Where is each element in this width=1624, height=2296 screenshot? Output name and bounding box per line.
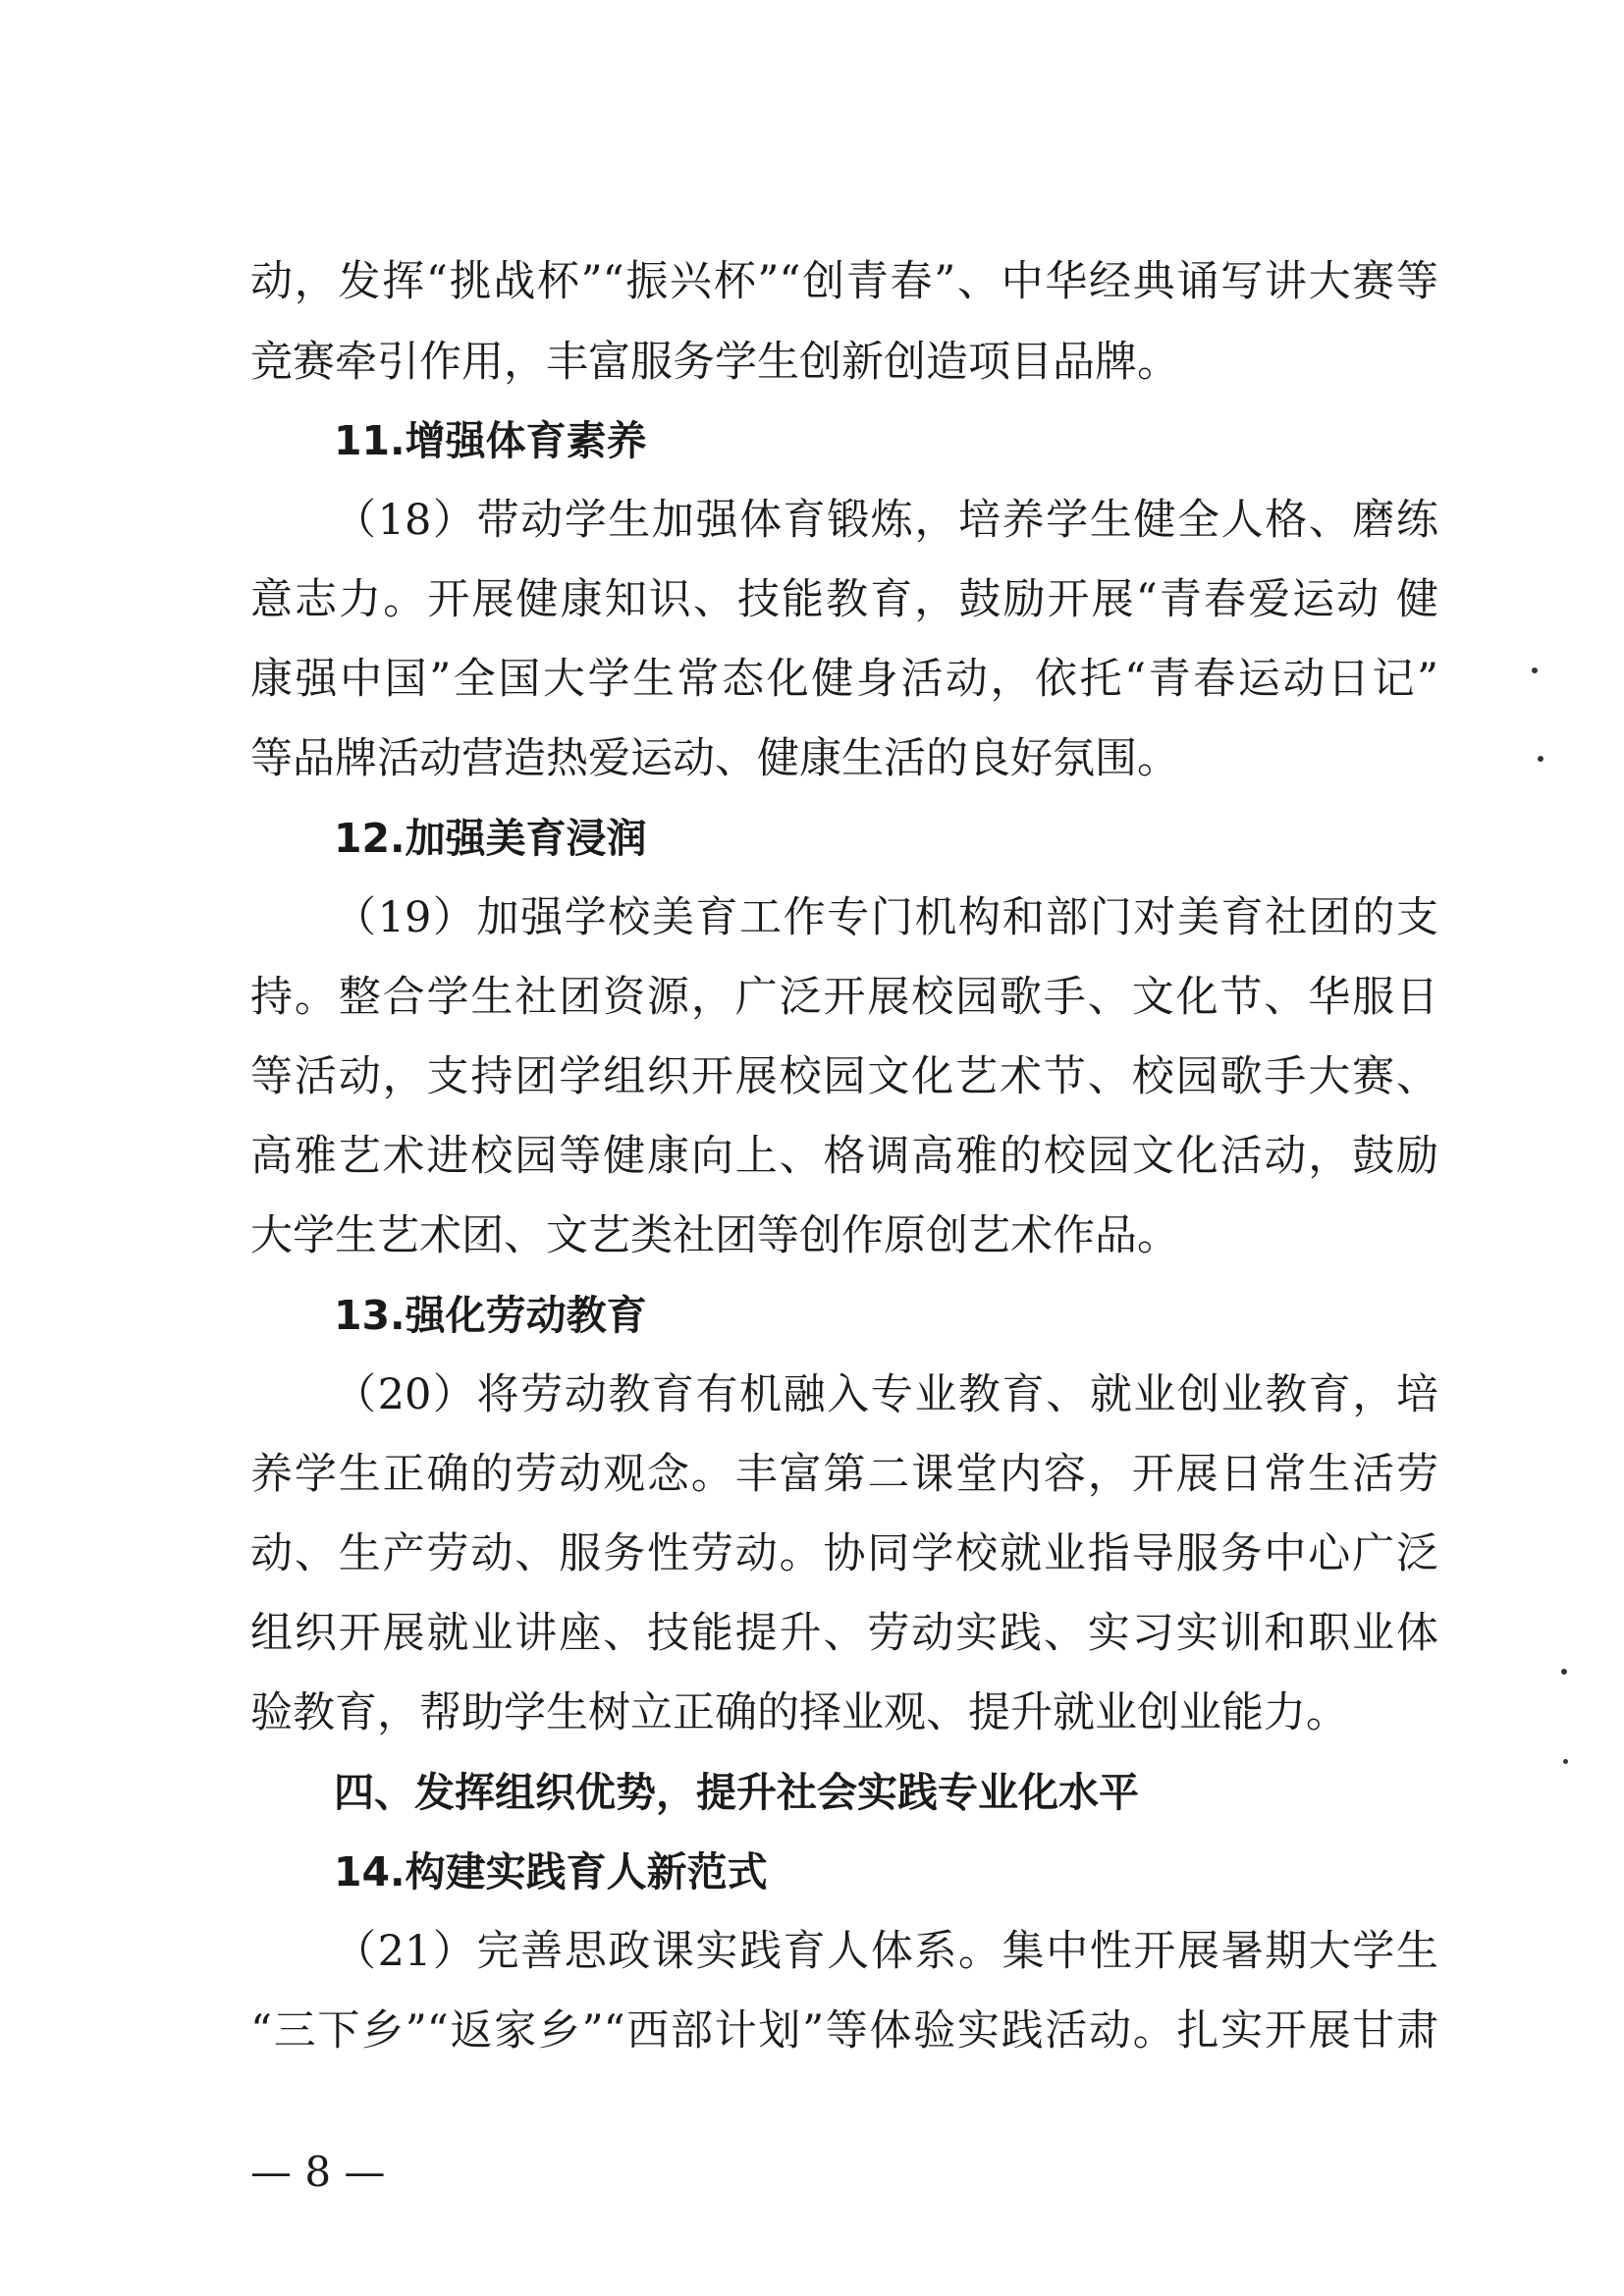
paragraph-line: （20）将劳动教育有机融入专业教育、就业创业教育，培 bbox=[334, 1370, 1438, 1419]
heading-14: 14.构建实践育人新范式 bbox=[334, 1848, 768, 1896]
paragraph-line: 动、生产劳动、服务性劳动。协同学校就业指导服务中心广泛 bbox=[250, 1529, 1438, 1578]
heading-12: 12.加强美育浸润 bbox=[334, 815, 647, 862]
paragraph-line: 动，发挥“挑战杯”“振兴杯”“创青春”、中华经典诵写讲大赛等 bbox=[250, 257, 1438, 306]
paragraph-line: 养学生正确的劳动观念。丰富第二课堂内容，开展日常生活劳 bbox=[250, 1450, 1438, 1499]
paragraph-line: “三下乡”“返家乡”“西部计划”等体验实践活动。扎实开展甘肃 bbox=[250, 2006, 1438, 2056]
paragraph-line: 等品牌活动营造热爱运动、健康生活的良好氛围。 bbox=[250, 734, 1179, 783]
paragraph-line: （21）完善思政课实践育人体系。集中性开展暑期大学生 bbox=[334, 1927, 1438, 1976]
paragraph-line: （19）加强学校美育工作专门机构和部门对美育社团的支 bbox=[334, 893, 1438, 942]
paragraph-line: （18）带动学生加强体育锻炼，培养学生健全人格、磨练 bbox=[334, 496, 1438, 545]
scan-speck bbox=[1538, 756, 1543, 762]
paragraph-line: 康强中国”全国大学生常态化健身活动，依托“青春运动日记” bbox=[250, 655, 1438, 704]
paragraph-line: 验教育，帮助学生树立正确的择业观、提升就业创业能力。 bbox=[250, 1688, 1348, 1737]
scan-speck bbox=[1561, 1669, 1567, 1675]
paragraph-line: 竞赛牵引作用，丰富服务学生创新创造项目品牌。 bbox=[250, 338, 1179, 387]
scan-speck bbox=[1532, 667, 1538, 673]
page-number: — 8 — bbox=[250, 2148, 386, 2196]
paragraph-line: 高雅艺术进校园等健康向上、格调高雅的校园文化活动，鼓励 bbox=[250, 1132, 1438, 1181]
scan-speck bbox=[1563, 1759, 1568, 1764]
paragraph-line: 大学生艺术团、文艺类社团等创作原创艺术作品。 bbox=[250, 1211, 1179, 1260]
paragraph-line: 意志力。开展健康知识、技能教育，鼓励开展“青春爱运动 健 bbox=[250, 575, 1438, 624]
paragraph-line: 等活动，支持团学组织开展校园文化艺术节、校园歌手大赛、 bbox=[250, 1052, 1438, 1101]
heading-11: 11.增强体育素养 bbox=[334, 417, 647, 464]
paragraph-line: 持。整合学生社团资源，广泛开展校园歌手、文化节、华服日 bbox=[250, 973, 1438, 1022]
paragraph-line: 组织开展就业讲座、技能提升、劳动实践、实习实训和职业体 bbox=[250, 1609, 1438, 1658]
section-heading-4: 四、发挥组织优势，提升社会实践专业化水平 bbox=[334, 1769, 1139, 1816]
heading-13: 13.强化劳动教育 bbox=[334, 1292, 647, 1339]
